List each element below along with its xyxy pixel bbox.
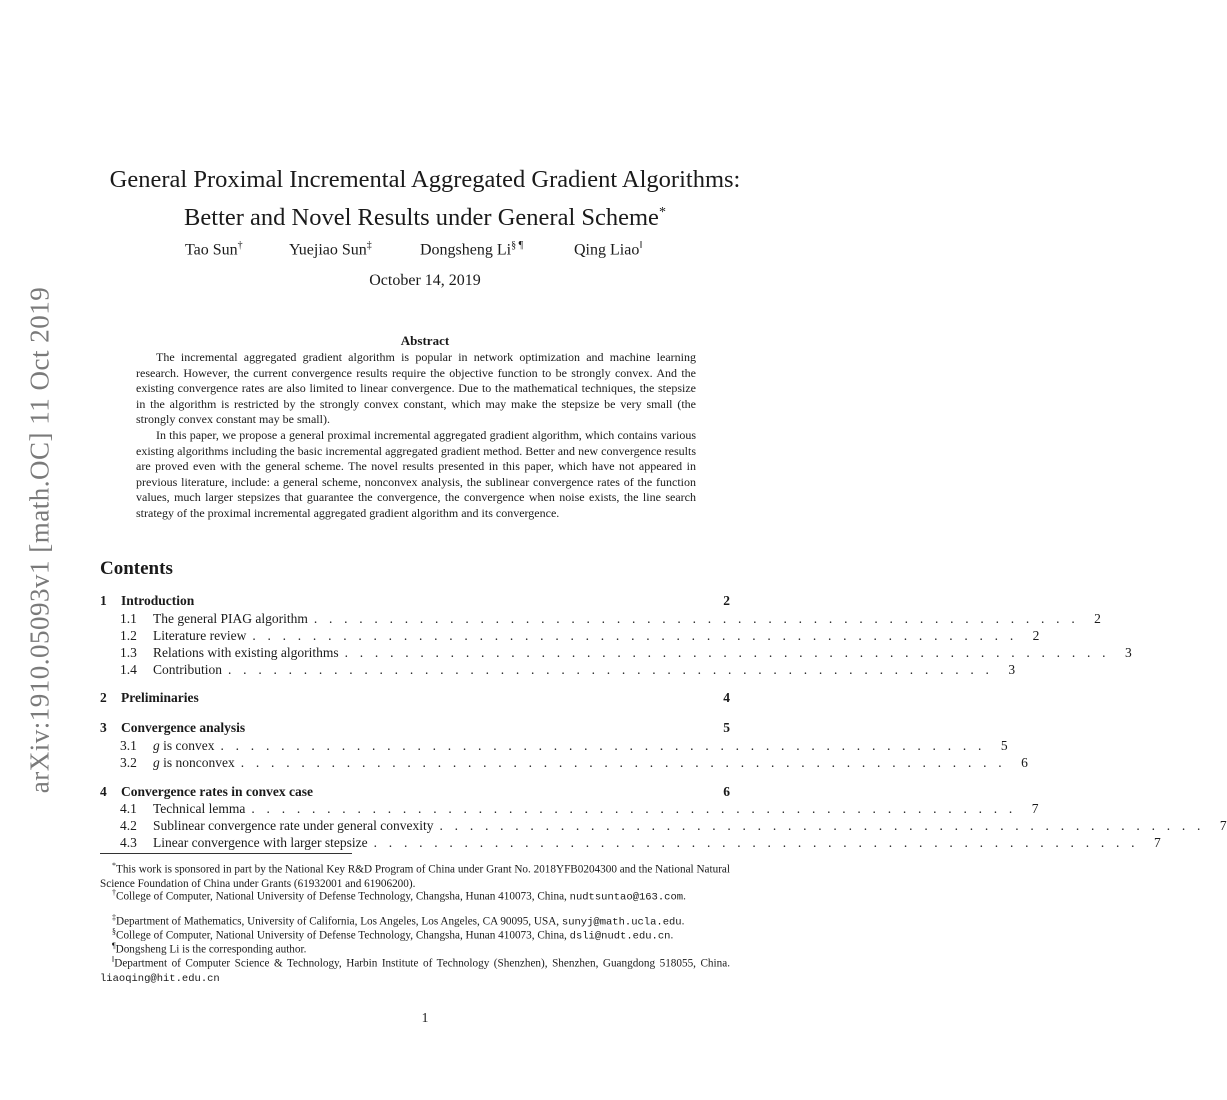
- email-link[interactable]: sunyj@math.ucla.edu: [561, 916, 682, 929]
- toc-subsection-page: 7: [1153, 835, 1161, 850]
- toc-section-number: 3: [100, 720, 107, 735]
- toc-subsection-4-1[interactable]: [100, 801, 1039, 819]
- toc-section-title: Convergence analysis: [121, 720, 246, 735]
- toc-subsection-4-2[interactable]: [100, 818, 1227, 836]
- toc-section-4[interactable]: [100, 784, 730, 802]
- email-link[interactable]: nudtsuntao@163.com: [569, 891, 684, 904]
- toc-leader-dots: . . . . . . . . . . . . . . . . . . . . . . . . . . . . . . . . . . . . . . . . . . . . . . . . . . .: [228, 662, 994, 677]
- title-footnote-mark: *: [658, 205, 666, 220]
- footnote-affiliation-liao: ‖Department of Computer Science & Technology, Harbin Institute of Technology (Shenzhen), Shenzhen, Guangdong 518055, China. liaoqing@hit.edu.cn: [100, 955, 730, 985]
- abstract-paragraph-1: The incremental aggregated gradient algorithm is popular in network optimization and machine learning research. However, the current convergence results require the objective function to be strongly convex. And the existing convergence rates are also limited to linear convergence. Due to the mathematical techniques, the stepsize in the algorithm is restricted by the strongly convex constant, which may make the stepsize be very small (the strongly convex constant may be small).: [136, 350, 696, 426]
- toc-section-page: 6: [723, 784, 730, 799]
- toc-subsection-page: 6: [1021, 755, 1028, 770]
- footnote-funding: *This work is sponsored in part by the National Key R&D Program of China under Grant No. 2018YFB0204300 and the National Natural Science Foundation of China under Grants (61932001 and 61906200).: [100, 861, 730, 890]
- footnote-affiliation-sun-tao: †College of Computer, National University of Defense Technology, Changsha, Hunan 410073, China, nudtsuntao@163.com.: [112, 888, 686, 904]
- author-4: Qing Liao‖: [574, 240, 643, 259]
- toc-subsection-title: Contribution: [153, 662, 223, 677]
- publication-date: October 14, 2019: [369, 272, 481, 289]
- email-link[interactable]: liaoqing@hit.edu.cn: [100, 972, 220, 985]
- abstract-paragraph-2: In this paper, we propose a general proximal incremental aggregated gradient algorithm, which contains various existing algorithms including the basic incremental aggregated gradient method. Better and new convergence results are proved even with the general scheme. The novel results presented in this paper, which have not appeared in previous literature, include: a general scheme, nonconvex analysis, the sublinear convergence rates of the function values, much larger stepsizes that guarantee the convergence, the convergence when noise exists, the line search strategy of the proximal incremental aggregated gradient algorithm and its convergence.: [136, 428, 696, 520]
- page-number: 1: [421, 1010, 429, 1025]
- toc-subsection-1-2[interactable]: [100, 628, 1040, 646]
- toc-subsection-3-2[interactable]: [100, 755, 1028, 773]
- toc-subsection-number: 1.2: [120, 628, 137, 643]
- toc-section-number: 1: [100, 593, 107, 608]
- toc-section-page: 5: [723, 720, 730, 735]
- toc-subsection-number: 4.3: [120, 835, 137, 850]
- toc-section-title: Preliminaries: [121, 690, 199, 705]
- toc-leader-dots: . . . . . . . . . . . . . . . . . . . . . . . . . . . . . . . . . . . . . . . . . . . . . . . . . . .: [240, 755, 1006, 770]
- toc-subsection-number: 1.1: [120, 611, 137, 626]
- abstract-heading: Abstract: [400, 333, 450, 348]
- toc-subsection-number: 4.1: [120, 801, 137, 816]
- toc-subsection-number: 3.2: [120, 755, 137, 770]
- toc-section-title: Convergence rates in convex case: [121, 784, 313, 799]
- toc-subsection-number: 1.4: [120, 662, 137, 677]
- toc-subsection-title: g is convex: [153, 738, 215, 753]
- toc-subsection-page: 7: [1031, 801, 1039, 816]
- toc-subsection-page: 2: [1032, 628, 1040, 643]
- toc-subsection-1-3[interactable]: [100, 645, 1132, 663]
- toc-section-title: Introduction: [121, 593, 195, 608]
- arxiv-identifier-stamp: arXiv:1910.05093v1 [math.OC] 11 Oct 2019: [24, 286, 55, 794]
- toc-subsection-title: The general PIAG algorithm: [153, 611, 308, 626]
- toc-leader-dots: . . . . . . . . . . . . . . . . . . . . . . . . . . . . . . . . . . . . . . . . . . . . . . . . . . .: [373, 835, 1139, 850]
- toc-subsection-number: 4.2: [120, 818, 137, 833]
- contents-heading: Contents: [100, 558, 173, 579]
- footnote-corresponding-author: ¶Dongsheng Li is the corresponding author.: [112, 941, 307, 956]
- toc-subsection-number: 3.1: [120, 738, 137, 753]
- toc-subsection-title: Relations with existing algorithms: [153, 645, 339, 660]
- toc-section-number: 4: [100, 784, 107, 799]
- email-link[interactable]: dsli@nudt.edu.cn: [569, 930, 671, 943]
- toc-section-page: 2: [723, 593, 730, 608]
- toc-leader-dots: . . . . . . . . . . . . . . . . . . . . . . . . . . . . . . . . . . . . . . . . . . . . . . . . . . .: [252, 628, 1018, 643]
- title-line-1: General Proximal Incremental Aggregated Gradient Algorithms:: [109, 166, 741, 193]
- toc-subsection-title: Technical lemma: [153, 801, 246, 816]
- footnote-divider: [100, 853, 352, 854]
- toc-section-2[interactable]: [100, 690, 730, 708]
- toc-subsection-number: 1.3: [120, 645, 137, 660]
- toc-subsection-3-1[interactable]: [100, 738, 1008, 756]
- toc-subsection-page: 7: [1219, 818, 1227, 833]
- toc-subsection-page: 2: [1094, 611, 1101, 626]
- author-2: Yuejiao Sun‡: [289, 240, 372, 259]
- toc-leader-dots: . . . . . . . . . . . . . . . . . . . . . . . . . . . . . . . . . . . . . . . . . . . . . . . . . . .: [220, 738, 986, 753]
- toc-subsection-1-1[interactable]: [100, 611, 1101, 629]
- footnote-affiliation-li: §College of Computer, National University of Defense Technology, Changsha, Hunan 410073, China, dsli@nudt.edu.cn.: [112, 927, 674, 943]
- toc-subsection-title: Linear convergence with larger stepsize: [153, 835, 368, 850]
- toc-subsection-title: Sublinear convergence rate under general convexity: [153, 818, 434, 833]
- toc-leader-dots: . . . . . . . . . . . . . . . . . . . . . . . . . . . . . . . . . . . . . . . . . . . . . . . . . . .: [344, 645, 1110, 660]
- toc-section-1[interactable]: [100, 593, 730, 611]
- toc-subsection-1-4[interactable]: [100, 662, 1016, 680]
- title-line-2: Better and Novel Results under General Scheme*: [184, 204, 666, 232]
- toc-section-page: 4: [723, 690, 730, 705]
- author-3: Dongsheng Li§ ¶: [420, 240, 524, 259]
- toc-subsection-title: g is nonconvex: [153, 755, 235, 770]
- footnote-affiliation-sun-yuejiao: ‡Department of Mathematics, University of California, Los Angeles, Los Angeles, CA 90095, USA, sunyj@math.ucla.edu.: [112, 913, 685, 929]
- toc-subsection-4-3[interactable]: [100, 835, 1161, 853]
- author-1: Tao Sun†: [185, 240, 243, 259]
- author-list: [0, 240, 850, 262]
- toc-section-3[interactable]: [100, 720, 730, 738]
- toc-section-number: 2: [100, 690, 107, 705]
- paper-title: [0, 163, 850, 234]
- toc-subsection-page: 5: [1000, 738, 1008, 753]
- toc-subsection-title: Literature review: [153, 628, 247, 643]
- toc-leader-dots: . . . . . . . . . . . . . . . . . . . . . . . . . . . . . . . . . . . . . . . . . . . . . . . . . . .: [439, 818, 1205, 833]
- toc-subsection-page: 3: [1008, 662, 1016, 677]
- toc-leader-dots: . . . . . . . . . . . . . . . . . . . . . . . . . . . . . . . . . . . . . . . . . . . . . . . . . . .: [313, 611, 1079, 626]
- toc-leader-dots: . . . . . . . . . . . . . . . . . . . . . . . . . . . . . . . . . . . . . . . . . . . . . . . . . . .: [251, 801, 1017, 816]
- toc-subsection-page: 3: [1124, 645, 1132, 660]
